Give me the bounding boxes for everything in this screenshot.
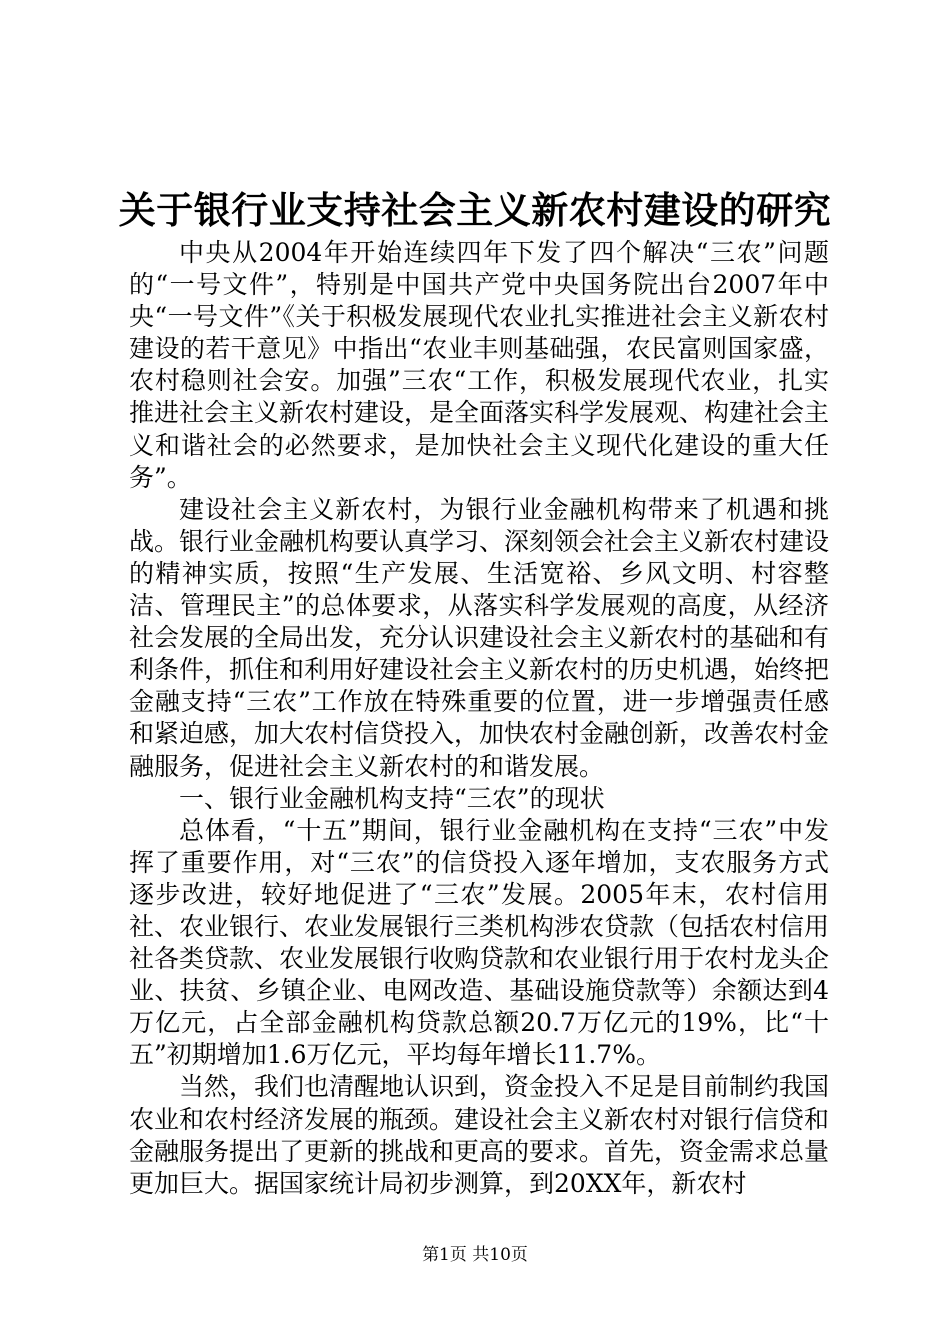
paragraph: 总体看，“十五”期间，银行业金融机构在支持“三农”中发挥了重要作用，对“三农”的信贷投入逐年增加，支农服务方式逐步改进，较好地促进了“三农”发展。2005年末，农村信用社、农业银行、农业发展银行三类机构涉农贷款（包括农村信用社各类贷款、农业发展银行收购贷款和农业银行用于农村龙头企业、扶贫、乡镇企业、电网改造、基础设施贷款等）余额达到4万亿元，占全部金融机构贷款总额20.7万亿元的19%，比“十五”初期增加1.6万亿元，平均每年增长11.7%。 — [129, 815, 830, 1070]
section-heading: 一、银行业金融机构支持“三农”的现状 — [179, 783, 605, 813]
page-footer: 第1页 共10页 — [422, 1245, 528, 1265]
paragraph: 建设社会主义新农村，为银行业金融机构带来了机遇和挑战。银行业金融机构要认真学习、深刻领会社会主义新农村建设的精神实质，按照“生产发展、生活宽裕、乡风文明、村容整洁、管理民主”的总体要求，从落实科学发展观的高度，从经济社会发展的全局出发，充分认识建设社会主义新农村的基础和有利条件，抓住和利用好建设社会主义新农村的历史机遇，始终把金融支持“三农”工作放在特殊重要的位置，进一步增强责任感和紧迫感，加大农村信贷投入，加快农村金融创新，改善农村金融服务，促进社会主义新农村的和谐发展。 — [129, 494, 830, 781]
paragraph: 当然，我们也清醒地认识到，资金投入不足是目前制约我国农业和农村经济发展的瓶颈。建设社会主义新农村对银行信贷和金融服务提出了更新的挑战和更高的要求。首先，资金需求总量更加巨大。据国家统计局初步测算，到20XX年，新农村 — [129, 1072, 830, 1198]
paragraph: 中央从2004年开始连续四年下发了四个解决“三农”问题的“一号文件”，特别是中国共产党中央国务院出台2007年中央“一号文件”《关于积极发展现代农业扎实推进社会主义新农村建设的若干意见》中指出“农业丰则基础强，农民富则国家盛，农村稳则社会安。加强”三农“工作，积极发展现代农业，扎实推进社会主义新农村建设，是全面落实科学发展观、构建社会主义和谐社会的必然要求，是加快社会主义现代化建设的重大任务”。 — [129, 238, 830, 492]
document-body — [129, 237, 829, 1200]
document-title: 关于银行业支持社会主义新农村建设的研究 — [118, 188, 832, 232]
